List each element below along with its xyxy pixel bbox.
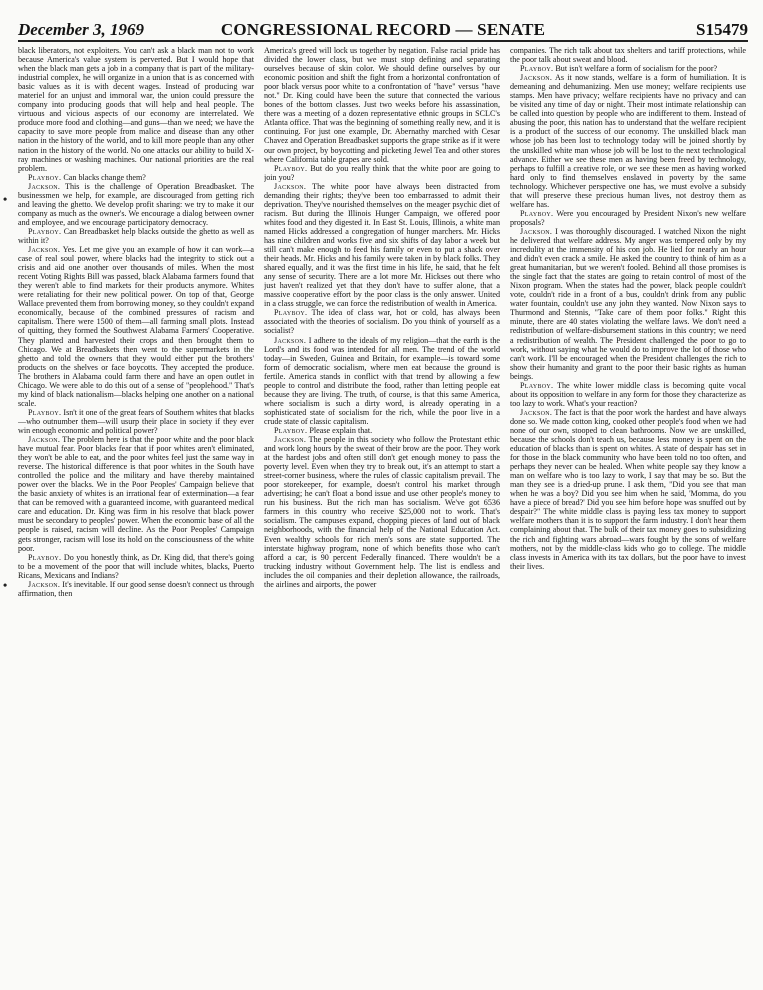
speaker-label: Playboy.: [28, 226, 62, 236]
speaker-label: Playboy.: [520, 380, 554, 390]
paragraph: [18, 46, 254, 173]
paragraph: [510, 209, 746, 227]
margin-mark: •: [3, 578, 8, 592]
paragraph-text: Isn't it one of the great fears of Southern whites that blacks—who outnumber them—will usurp their place in society if they ever win enough economic and political power?: [18, 407, 254, 435]
paragraph: [264, 336, 500, 426]
paragraph-text: Were you encouraged by President Nixon's new welfare proposals?: [510, 208, 746, 227]
paragraph-text: black liberators, not exploiters. You can't ask a black man not to work because America's value system is perverted. But I would hope that when the black man gets a job in a company that is part of the military-industrial complex, he will organize in a union that is as concerned with basic values as it is with decent wages. Instead of producing war materiel for an unjust and immoral war, the union could pressure the company into producing goods that will help and heal people. The virtuous and vicious aspects of our economy are interrelated. We produce more food and clothing—and guns—than we need; we have the capacity to save more people from malice and disease than any other nation in the history of the world, and to kill more people than any other nation in the history of the world. No one attacks our ability to build X-ray machines or washing machines. Our national priorities are the real problem.: [18, 46, 254, 173]
paragraph: [510, 64, 746, 73]
paragraph: [18, 435, 254, 553]
paragraph: [510, 46, 746, 64]
paragraph-text: It's inevitable. If our good sense doesn't connect us through affirmation, then: [18, 579, 254, 598]
text-column-2: [264, 46, 500, 976]
speaker-label: Jackson.: [520, 73, 553, 83]
paragraph: [510, 408, 746, 571]
paragraph: [264, 308, 500, 335]
paragraph-text: Can blacks change them?: [61, 172, 146, 182]
paragraph: [18, 227, 254, 245]
paragraph: [18, 553, 254, 580]
paragraph-text: companies. The rich talk about tax shelters and tariff protections, while the poor talk about sweat and blood.: [510, 46, 746, 65]
margin-mark: •: [3, 192, 8, 206]
speaker-label: Playboy.: [520, 208, 554, 218]
speaker-label: Jackson.: [520, 407, 553, 417]
speaker-label: Jackson.: [274, 435, 307, 445]
speaker-label: Jackson.: [28, 181, 61, 191]
speaker-label: Jackson.: [274, 181, 307, 191]
header-title: CONGRESSIONAL RECORD — SENATE: [220, 20, 546, 39]
speaker-label: Jackson.: [274, 335, 307, 345]
paragraph-text: Can Breadbasket help blacks outside the ghetto as well as within it?: [18, 226, 254, 245]
text-column-1: [18, 46, 254, 976]
speaker-label: Playboy.: [274, 308, 308, 318]
paragraph: [264, 426, 500, 435]
paragraph-text: I adhere to the ideals of my religion—that the earth is the Lord's and its food was intended for all men. The trend of the world today—in Sweden, Guinea and Britain, for example—is toward some form of democratic socialism, where men eat because the ground is fertile. America stands in conflict with that trend by allowing a few people to control and distribute the food, rather than letting people eat because they are living. The truth, of course, is that this same America, where socialism is such a dirty word, is already operating in a sophisticated state of socialism for the rich, while the poor live in a crude state of classic capitalism.: [264, 335, 500, 426]
speaker-label: Playboy.: [274, 163, 308, 173]
paragraph: [510, 73, 746, 209]
paragraph-text: But isn't welfare a form of socialism for the poor?: [553, 64, 718, 74]
paragraph-text: I was thoroughly discouraged. I watched Nixon the night he delivered that welfare address. My anger was tempered only by my incredulity at the immensity of his con job. He lied for nearly an hour and didn't even crack a smile. He asked the country to think of him as a great humanitarian, but we weren't fooled. Behind all those promises is the single fact that the states are going to retain control of most of the Nixon program. When the states had the power, black people couldn't vote, couldn't ride in a front of a bus, couldn't drink from any public water fountain, couldn't use any john they wanted. Now Nixon says to Thurmond and Stennis, "Take care of them poor folks." Right this minute, there are 40 states violating the welfare laws. We don't need a redistribution of welfare-disbursement stations in this country; we need a redistribution of wealth. The President challenged the poor to go to work, without saying what he would do to improve the lot of those who can't work. I'll be encouraged when the President challenges the rich to show their humanity and grant to the poor their basic rights as human beings.: [510, 226, 746, 381]
speaker-label: Jackson.: [28, 435, 61, 445]
speaker-label: Playboy.: [28, 407, 62, 417]
paragraph: [264, 46, 500, 164]
paragraph-text: The white lower middle class is becoming quite vocal about its opposition to welfare in any form for those they characterize as too lazy to work. What's your reaction?: [510, 380, 746, 408]
paragraph-text: Do you honestly think, as Dr. King did, that there's going to be a movement of the poor that will include whites, blacks, Puerto Ricans, Mexicans and Indians?: [18, 552, 254, 580]
paragraph: [510, 227, 746, 381]
paragraph-text: The idea of class war, hot or cold, has always been associated with the theories of socialism. Do you think of yourself as a socialist?: [264, 308, 500, 336]
speaker-label: Playboy.: [28, 552, 62, 562]
header-page-number: S15479: [696, 20, 748, 39]
paragraph: [264, 435, 500, 589]
paragraph-text: America's greed will lock us together by negation. False racial pride has divided the lower class, but we must stop defining and separating ourselves because of skin color. We should define ourselves by our economic position and shift the fight from a horizontal confrontation of poor black versus poor white to a confrontation of "have" versus "have not." Dr. King could have been the suture that connected the various bones of the bottom classes. Just two weeks before his assassination, there was a meeting of a dozen representative ethnic groups in SCLC's Atlanta office. That was the beginning of something really new, and it is continuing. For just one example, Dr. Abernathy marched with Cesar Chavez and Operation Breadbasket supports the grape strike as if it were our own project, by boycotting and picketing Jewel Tea and other stores where California table grapes are sold.: [264, 46, 500, 164]
speaker-label: Jackson.: [28, 579, 61, 589]
paragraph: [18, 408, 254, 435]
paragraph: [264, 164, 500, 182]
paragraph-text: The fact is that the poor work the hardest and have always done so. We made cotton king, cooked other people's food when we had none of our own, stooped to clean bathrooms. Now we are unskilled, because the schools don't teach us, because less money is spent on the education of blacks than is spent on whites. A state of despair has set in for those in the black community who have been told no too often, and perhaps they never can be healed. When white people say they know a man on welfare who is too lazy to work, I say that may be so. But the man they see is a dried-up prune. I ask them, "Did you see that man when he was a boy? Did you see him when he said, 'Momma, do you have a piece of bread?' Did you see him before hope was snuffed out by despair?" The white middle class is paying less tax money to support welfare mothers than it is to support the farm industry. I don't hear them complaining about that. The bulk of their tax money goes to subsidizing the rich and fighting wars abroad—wars fought by the sons of welfare mothers, not by the middle-class kids who go to college. The middle class invests in America with its tax dollars, but the poor have to invest their lives.: [510, 407, 746, 571]
paragraph-text: This is the challenge of Operation Breadbasket. The businessmen we help, for example, are discouraged from getting rich and leaving the ghetto. We develop profit sharing: we try to make it our company as much as the owner's. We encourage a dialog between owner and employee, and we encourage participatory democracy.: [18, 181, 254, 227]
speaker-label: Jackson.: [520, 226, 553, 236]
paragraph: [264, 182, 500, 309]
paragraph-text: Yes. Let me give you an example of how it can work—a case of real soul power, where blacks had the integrity to stick out a crisis and aid one another over thousands of miles. When the most recent Voting Rights Bill was passed, black Alabama farmers found that they weren't able to find markets for their products anymore. Whites were retaliating for their new political power. On top of that, George Wallace prevented them from borrowing money, so they couldn't expand economically, because of the combined pressures of racism and capitalism. There were 1500 of them—all farming small plots. Instead of quitting, they formed the Southwest Alabama Farmers' Cooperative. They planted and harvested their crops and then brought them to Chicago. We at Breadbaskets then went to the supermarkets in the ghetto and told the owners that they would either put the brothers' products on the shelves or face boycotts. They accepted the produce. The brothers in Alabama could farm there and have an open outlet in Chicago. We were able to do this out of a sense of "peoplehood." That's my kind of black nationalism—blacks helping one another on a national scale.: [18, 245, 254, 408]
speaker-label: Playboy.: [274, 425, 308, 435]
paragraph-text: The white poor have always been distracted from demanding their rights; they've been too embarrassed to admit their deprivation. They've nourished themselves on the meager psychic diet of racism. But during the Illinois Hunger Campaign, we offered poor whites food and they digested it. In East St. Louis, Illinois, a white man named Hicks addressed a congregation of hunger marchers. Mr. Hicks has nine children and works five and six shifts of day labor a week but still can't make enough to feed his family or even to put a shack over their heads. Mr. Hicks and his family were taken in by black folks. They shared equally, and it was the first time in his life, he said, that he felt any sense of security. There are a lot more Mr. Hickses out there who just haven't realized yet that they don't have to suffer alone, that a massive cooperative effort by the poor class is the only answer. United in a class struggle, we can force the redistribution of wealth in America.: [264, 181, 500, 309]
paragraph: [510, 381, 746, 408]
header-rule: [18, 40, 748, 42]
paragraph-text: As it now stands, welfare is a form of humiliation. It is demeaning and dehumanizing. Men use money; welfare recipients use stamps. Men have privacy; welfare recipients have no privacy and can be visited any time of day or night. Their most intimate relationship can be called into question by people who are indifferent to them. Instead of abusing the poor, this nation has to understand that the welfare recipient is a product of the success of our economy. The unskilled black man whose job has been lost to technology today will be joined shortly by the unskilled white man whose job will be lost to the next technological advance. Either we see these men as having been freed by technology, perhaps to fulfill a creative role, or we see these men as having worked hard only to find themselves enslaved in poverty by the same technology. Whichever perspective one has, we must evolve a subsidy that will preserve these precious human lives, not destroy them as welfare has.: [510, 73, 746, 209]
paragraph-text: Please explain that.: [307, 425, 373, 435]
speaker-label: Playboy.: [520, 64, 554, 74]
paragraph-text: The people in this society who follow the Protestant ethic and work long hours by the sweat of their brow are the poor. They work at the hardest jobs and often still don't get enough money to pass the poverty level. Even when they try to break out, it's an attempt to start a street-corner business, where the rules of classic capitalism prevail. The poor storekeeper, for example, doesn't control his market through advertising; he can't float a bond issue and use other people's money to run his business. But the rich man has socialism. We've got 6536 farmers in this country who receive $25,000 not to work. That's socialism. The campuses expand, chopping pieces of land out of black neighborhoods, with the financial help of the National Education Act. Even wealthy schools for rich men's sons are state supported. The interstate highway program, none of which benefits those who can't afford a car, is 90 percent Federally financed. There wouldn't be a trucking industry without Government help. The list is endless and includes the oil companies and their depletion allowance, the railroads, the airlines and airports, the power: [264, 435, 500, 589]
paragraph: [18, 245, 254, 408]
text-column-3: [510, 46, 746, 976]
speaker-label: Jackson.: [28, 245, 61, 255]
paragraph-text: But do you really think that the white poor are going to join you?: [264, 163, 500, 182]
paragraph: [18, 173, 254, 182]
paragraph: [18, 182, 254, 227]
speaker-label: Playboy.: [28, 172, 62, 182]
paragraph: [18, 580, 254, 598]
paragraph-text: The problem here is that the poor white and the poor black have mutual fear. Poor blacks fear that if poor whites aren't eliminated, they won't be able to eat, and the poor whites feel just the same way in reverse. The historical difference is that poor whites in the South have controlled the police and the military and have thereby maintained power over the blacks. We in the Poor Peoples' Campaign believe that the basic anxiety of whites is an irrational fear of extermination—a fear that can be removed with a guaranteed income, with guaranteed medical care and education. Dr. King was firm in his resolve that black power must be secondary to peoples' power. When the economic base of all the people is raised, racism will decline. As the Poor Peoples' Campaign gets stronger, racism will lose its hold on the consciousness of the white poor.: [18, 435, 254, 553]
header-date: December 3, 1969: [18, 20, 145, 39]
